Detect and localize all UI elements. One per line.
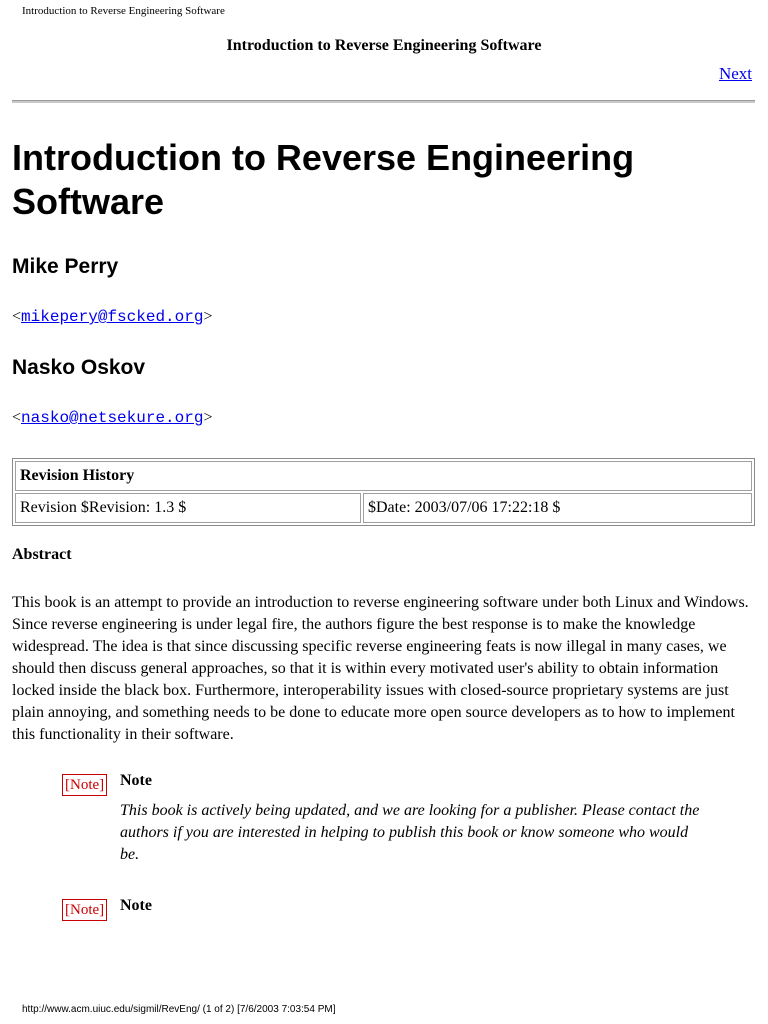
note-icon: [Note] [62,899,107,921]
author-email-line [12,409,213,427]
author-email-link[interactable]: mikepery@fscked.org [21,308,204,326]
nav-divider [12,100,755,103]
email-close-bracket: > [203,308,213,325]
abstract-title: Abstract [12,546,72,563]
author-email-line [12,308,213,326]
abstract-body: This book is an attempt to provide an introduction to reverse engineering software under both Linux and Windows. Since reverse engineering is under legal fire, the authors figure the best response is to make the knowledge widespread. The idea is that since discussing specific reverse engineering feats is now illegal in many cases, we should then discuss general approaches, so that it is within every motivated user's ability to obtain information locked inside the black box. Furthermore, interoperability issues with closed-source proprietary systems are just plain annoying, and something needs to be done to educate more open source developers as to how to implement this functionality in their software. [12,594,749,743]
revision-history-table [12,458,755,526]
author-name: Nasko Oskov [12,356,146,379]
author-name: Mike Perry [12,255,119,278]
table-row [15,461,752,491]
note-title: Note [120,772,152,789]
print-footer: http://www.acm.uiuc.edu/sigmil/RevEng/ (1 of 2) [7/6/2003 7:03:54 PM] [22,1004,336,1015]
revision-history-heading: Revision History [15,461,752,491]
revision-date: $Date: 2003/07/06 17:22:18 $ [363,493,752,523]
note-text: This book is actively being updated, and we are looking for a publisher. Please contact the authors if you are interested in helping to publish this book or know someone who would be. [120,802,700,863]
revision-number: Revision $Revision: 1.3 $ [15,493,361,523]
book-title: Introduction to Reverse Engineering Software [12,137,635,222]
next-link[interactable]: Next [718,64,752,83]
author-email-link[interactable]: nasko@netsekure.org [21,409,204,427]
note-icon: [Note] [62,774,107,796]
nav-title: Introduction to Reverse Engineering Software [226,37,542,54]
email-open-bracket: < [12,409,22,426]
email-close-bracket: > [203,409,213,426]
note-title: Note [120,897,152,914]
print-header: Introduction to Reverse Engineering Software [22,5,225,17]
email-open-bracket: < [12,308,22,325]
table-row [15,493,752,523]
